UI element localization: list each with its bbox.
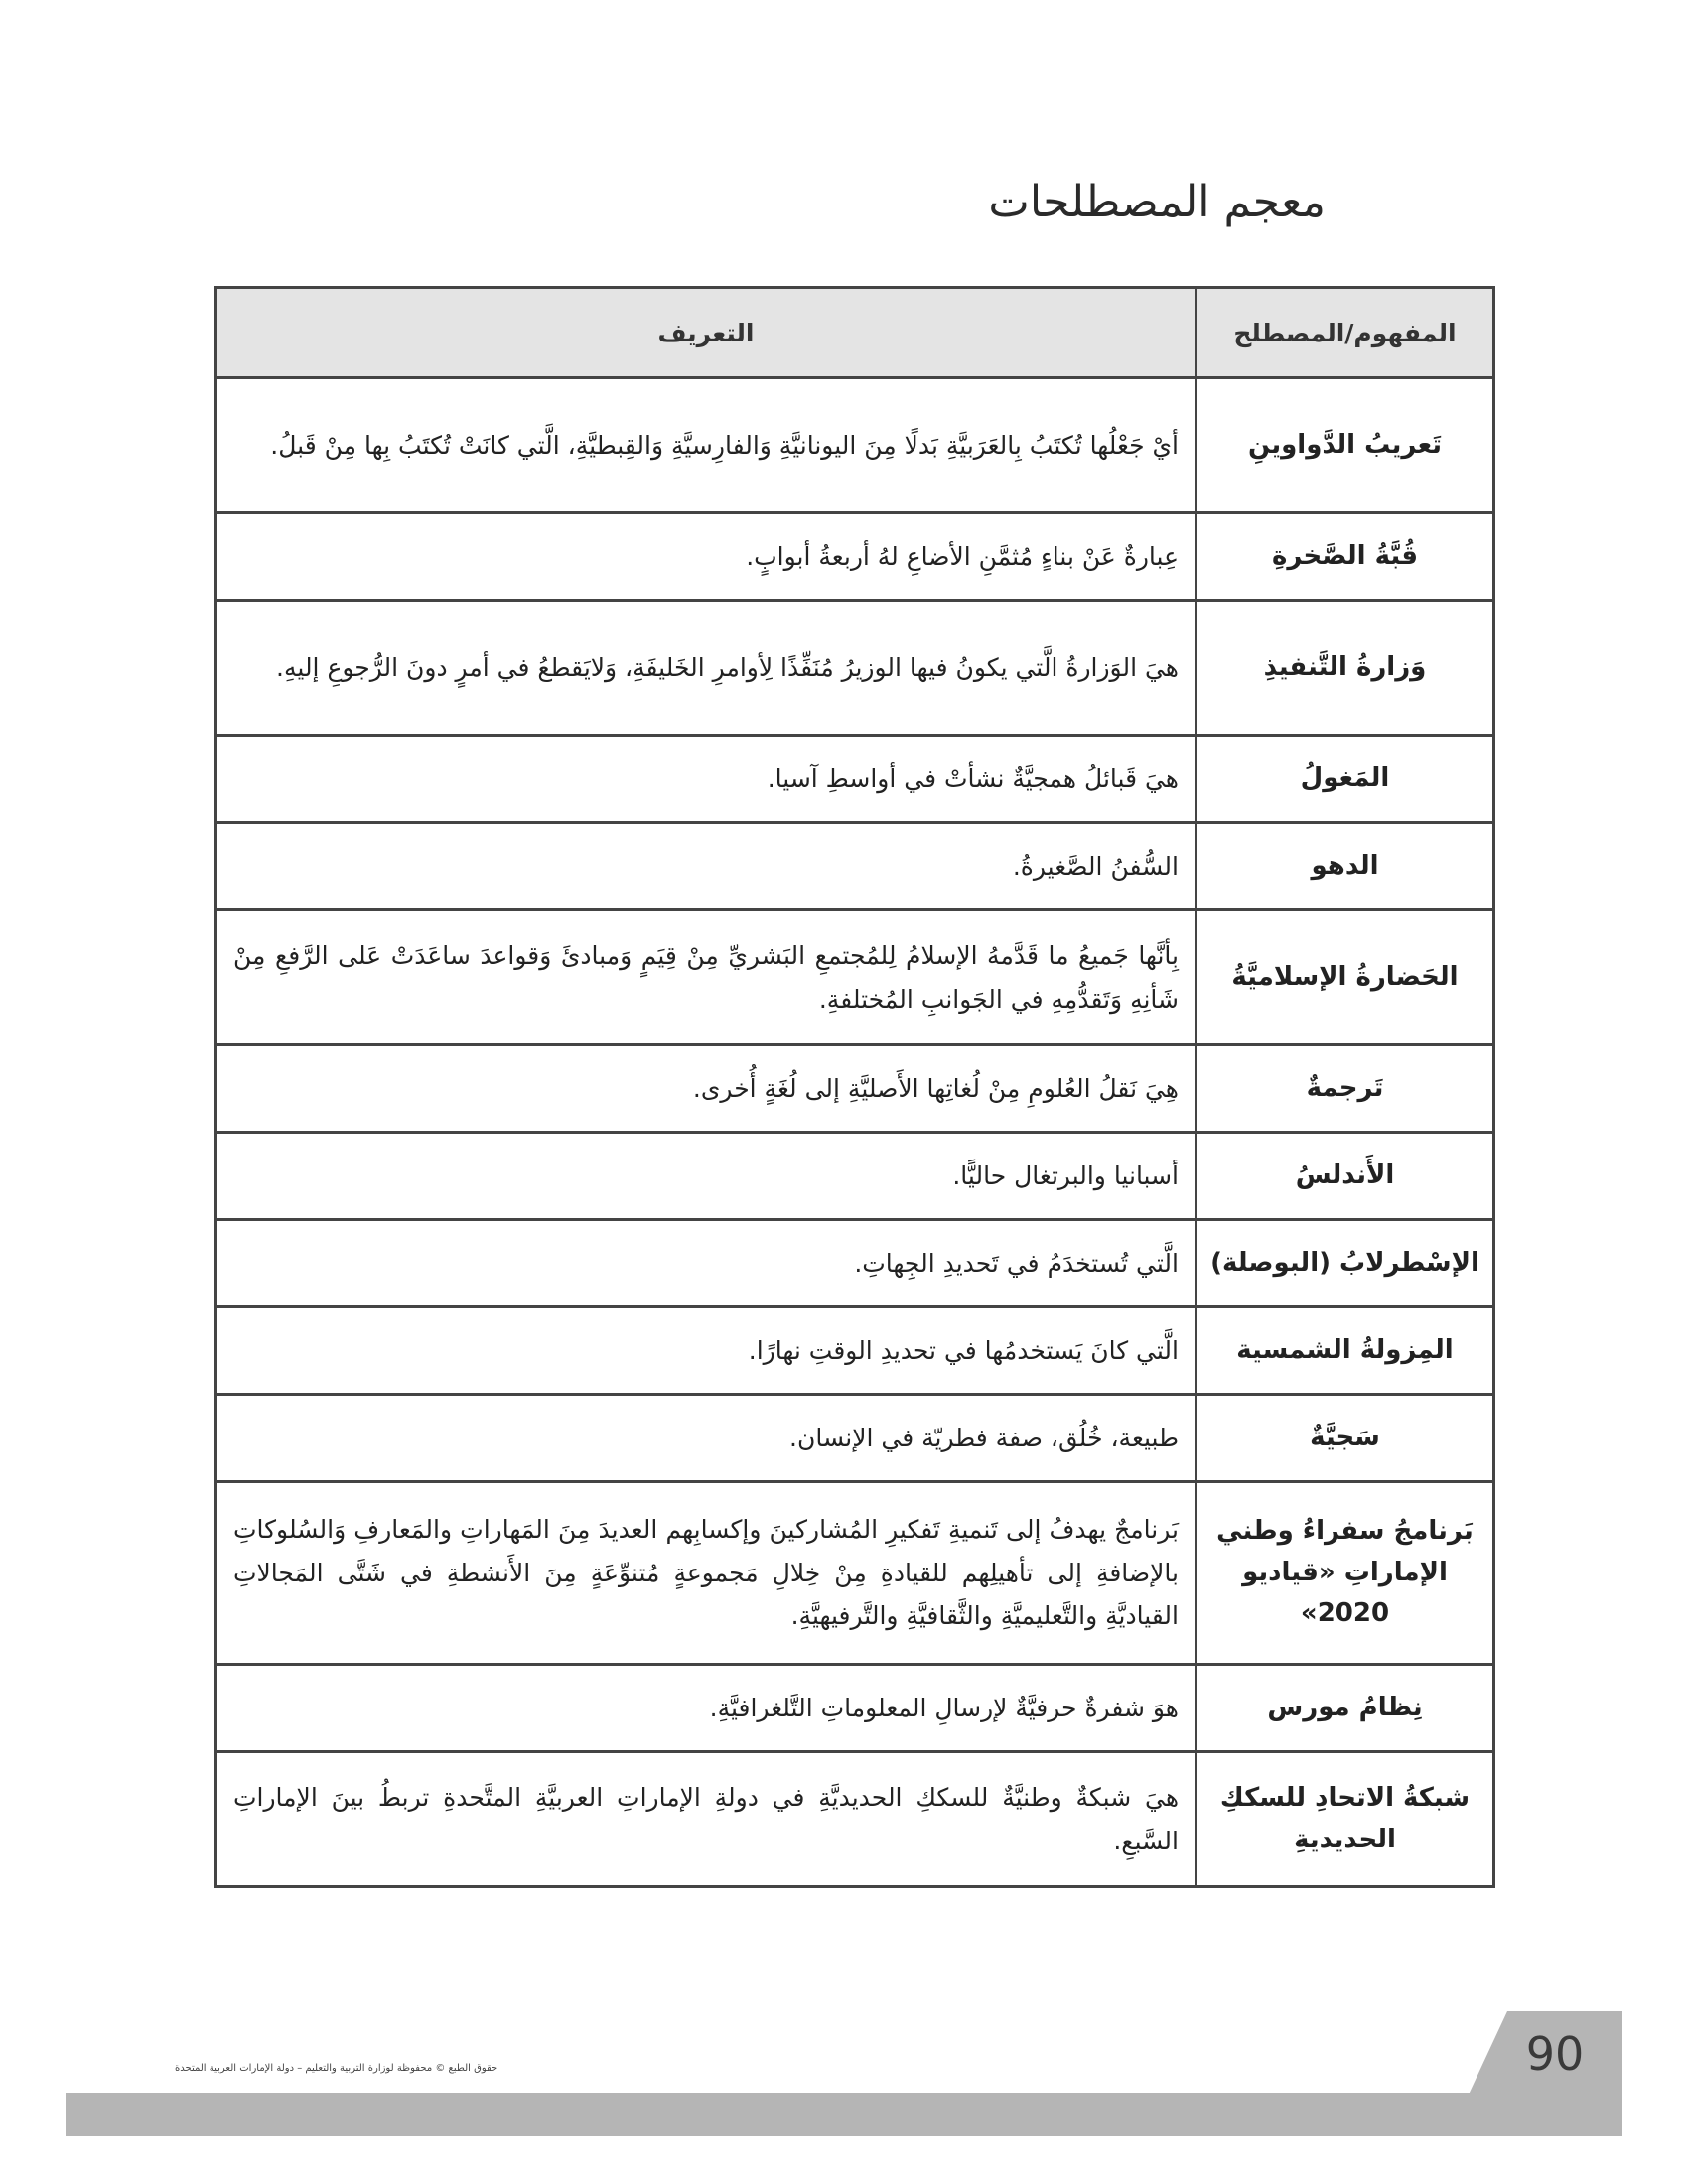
- table-row: [216, 1395, 1494, 1482]
- definition-cell: هيَ شبكةٌ وطنيَّةٌ للسككِ الحديديَّةِ في دولةِ الإماراتِ العربيَّةِ المتَّحدةِ تربطُ بينَ الإماراتِ السَّبعِ.: [216, 1752, 1196, 1887]
- table-row: [216, 910, 1494, 1045]
- definition-cell: السُّفنُ الصَّغيرةُ.: [216, 823, 1196, 910]
- term-cell: تَرجمةٌ: [1196, 1045, 1494, 1133]
- table-row: [216, 601, 1494, 736]
- term-cell: شبكةُ الاتحادِ للسككِ الحديديةِ: [1196, 1752, 1494, 1887]
- definition-cell: عِبارةٌ عَنْ بناءٍ مُثمَّنِ الأضاعِ لهُ أربعةُ أبوابٍ.: [216, 513, 1196, 601]
- definition-cell: الَّتي كانَ يَستخدمُها في تحديدِ الوقتِ نهارًا.: [216, 1307, 1196, 1395]
- term-cell: المَغولُ: [1196, 736, 1494, 823]
- footer-bar: [66, 2093, 1622, 2136]
- definition-cell: بَرنامجٌ يهدفُ إلى تَنميةِ تَفكيرِ المُشاركينَ وإكسابِهم العديدَ مِنَ المَهاراتِ والمَعارفِ وَالسُلوكاتِ بالإضافةِ إلى تأهيلِهم للقيادةِ مِنْ خِلالِ مَجموعةٍ مُتنوِّعَةٍ مِنَ الأَنشطةِ في شَتَّى المَجالاتِ القياديَّةِ والتَّعليميَّةِ والثَّقافيَّةِ والتَّرفيهيَّةِ.: [216, 1482, 1196, 1665]
- copyright-notice: حقوق الطبع © محفوظة لوزارة التربية والتعليم – دولة الإمارات العربية المتحدة: [175, 2063, 498, 2074]
- term-cell: سَجيَّةٌ: [1196, 1395, 1494, 1482]
- term-cell: المِزولةُ الشمسية: [1196, 1307, 1494, 1395]
- definition-cell: هيَ الوَزارةُ الَّتي يكونُ فيها الوزيرُ مُنَفِّذًا لِأوامرِ الخَليفَةِ، وَلايَقطعُ في أمرٍ دونَ الرُّجوعِ إليهِ.: [216, 601, 1196, 736]
- definition-cell: أسبانيا والبرتغال حاليًّا.: [216, 1133, 1196, 1220]
- term-column-header: المفهوم/المصطلح: [1196, 288, 1494, 378]
- table-row: [216, 1220, 1494, 1307]
- page-title: معجم المصطلحات: [988, 177, 1326, 227]
- term-cell: وَزارةُ التَّنفيذِ: [1196, 601, 1494, 736]
- definition-cell: هيَ قَبائلُ همجيَّةٌ نشأتْ في أواسطِ آسيا.: [216, 736, 1196, 823]
- table-row: [216, 1752, 1494, 1887]
- term-cell: الأَندلسُ: [1196, 1133, 1494, 1220]
- table-row: [216, 1665, 1494, 1752]
- table-row: [216, 823, 1494, 910]
- table-row: [216, 513, 1494, 601]
- term-cell: الإسْطرلابُ (البوصلة): [1196, 1220, 1494, 1307]
- definition-cell: أيْ جَعْلُها تُكتَبُ بِالعَرَبيَّةِ بَدلًا مِنَ اليونانيَّةِ وَالفارِسيَّةِ وَالقِبطيَّةِ، الَّتي كانَتْ تُكتَبُ بِها مِنْ قَبلُ.: [216, 378, 1196, 513]
- term-cell: بَرنامجُ سفراءُ وطني الإماراتِ «قياديو 2020»: [1196, 1482, 1494, 1665]
- table-row: [216, 736, 1494, 823]
- term-cell: تَعريبُ الدَّواوينِ: [1196, 378, 1494, 513]
- term-cell: الدهو: [1196, 823, 1494, 910]
- term-cell: الحَضارةُ الإسلاميَّةُ: [1196, 910, 1494, 1045]
- definition-cell: الَّتي تُستخدَمُ في تَحديدِ الجِهاتِ.: [216, 1220, 1196, 1307]
- table-row: [216, 1482, 1494, 1665]
- table-row: [216, 1133, 1494, 1220]
- definition-column-header: التعريف: [216, 288, 1196, 378]
- definition-cell: هِيَ نَقلُ العُلومِ مِنْ لُغاتِها الأَصليَّةِ إلى لُغَةٍ أُخرى.: [216, 1045, 1196, 1133]
- table-row: [216, 378, 1494, 513]
- table-header-row: [216, 288, 1494, 378]
- definition-cell: هوَ شفرةٌ حرفيَّةٌ لإرسالِ المعلوماتِ التَّلغرافيَّةِ.: [216, 1665, 1196, 1752]
- glossary-table: [214, 286, 1495, 1888]
- table-row: [216, 1307, 1494, 1395]
- definition-cell: طبيعة، خُلُق، صفة فطريّة في الإنسان.: [216, 1395, 1196, 1482]
- page-number: 90: [1525, 2027, 1585, 2081]
- term-cell: نِظامُ مورس: [1196, 1665, 1494, 1752]
- term-cell: قُبَّةُ الصَّخرةِ: [1196, 513, 1494, 601]
- definition-cell: بِأنَّها جَميعُ ما قَدَّمهُ الإسلامُ لِلمُجتمعِ البَشريِّ مِنْ قِيَمٍ وَمبادئَ وَقواعدَ ساعَدَتْ عَلى الرَّفعِ مِنْ شَأنِهِ وَتَقدُّمِهِ في الجَوانبِ المُختلفةِ.: [216, 910, 1196, 1045]
- table-row: [216, 1045, 1494, 1133]
